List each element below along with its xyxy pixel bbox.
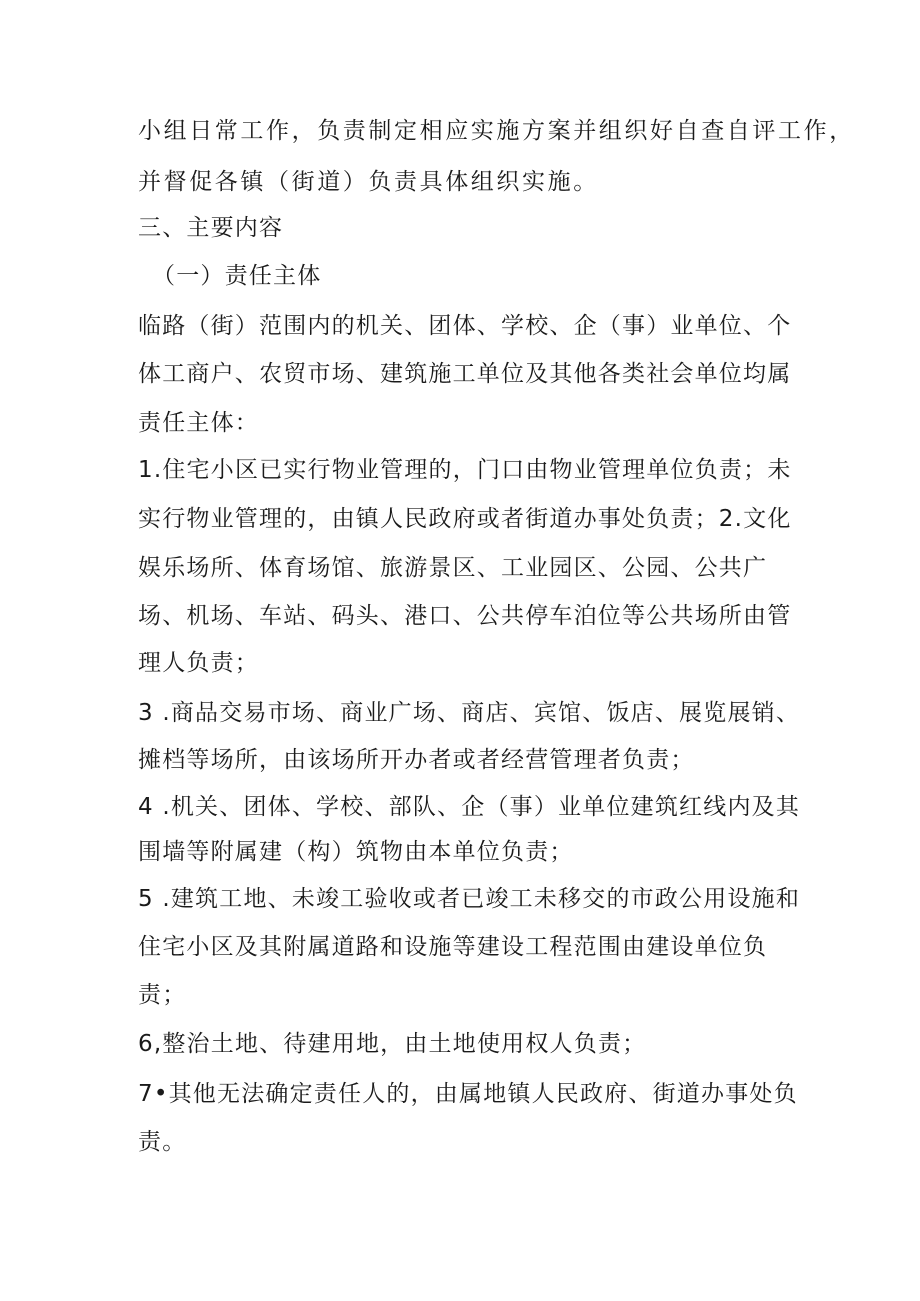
list-item: 5 .建筑工地、未竣工验收或者已竣工未移交的市政公用设施和 [138, 886, 801, 912]
list-item: 4 .机关、团体、学校、部队、企（事）业单位建筑红线内及其 [138, 794, 801, 820]
list-item: 娱乐场所、体育场馆、旅游景区、工业园区、公园、公共广 [138, 555, 768, 581]
subsection-heading: （一）责任主体 [152, 263, 322, 289]
text-line: 并督促各镇（街道）负责具体组织实施。 [138, 169, 599, 195]
list-item: 摊档等场所，由该场所开办者或者经营管理者负责； [138, 747, 695, 773]
text-line: 体工商户、农贸市场、建筑施工单位及其他各类社会单位均属 [138, 361, 792, 387]
list-item: 围墙等附属建（构）筑物由本单位负责； [138, 839, 574, 865]
section-heading: 三、主要内容 [138, 215, 284, 241]
list-item: 责； [138, 982, 187, 1008]
list-item: 住宅小区及其附属道路和设施等建设工程范围由建设单位负 [138, 934, 768, 960]
list-item: 理人负责； [138, 650, 259, 676]
list-item: 6,整治土地、待建用地，由土地使用权人负责； [138, 1031, 647, 1057]
text-line: 临路（街）范围内的机关、团体、学校、企（事）业单位、个 [138, 313, 792, 339]
list-item: 3 .商品交易市场、商业广场、商店、宾馆、饭店、展览展销、 [138, 700, 801, 726]
text-line: 责任主体： [138, 410, 259, 436]
list-item: 7•其他无法确定责任人的，由属地镇人民政府、街道办事处负 [138, 1081, 798, 1107]
text-line: 小组日常工作，负责制定相应实施方案并组织好自查自评工作， [138, 118, 855, 144]
list-item: 实行物业管理的，由镇人民政府或者街道办事处负责；2.文化 [138, 506, 792, 532]
list-item: 责。 [138, 1129, 187, 1155]
list-item: 场、机场、车站、码头、港口、公共停车泊位等公共场所由管 [138, 603, 792, 629]
list-item: 1.住宅小区已实行物业管理的，门口由物业管理单位负责；未 [138, 457, 792, 483]
